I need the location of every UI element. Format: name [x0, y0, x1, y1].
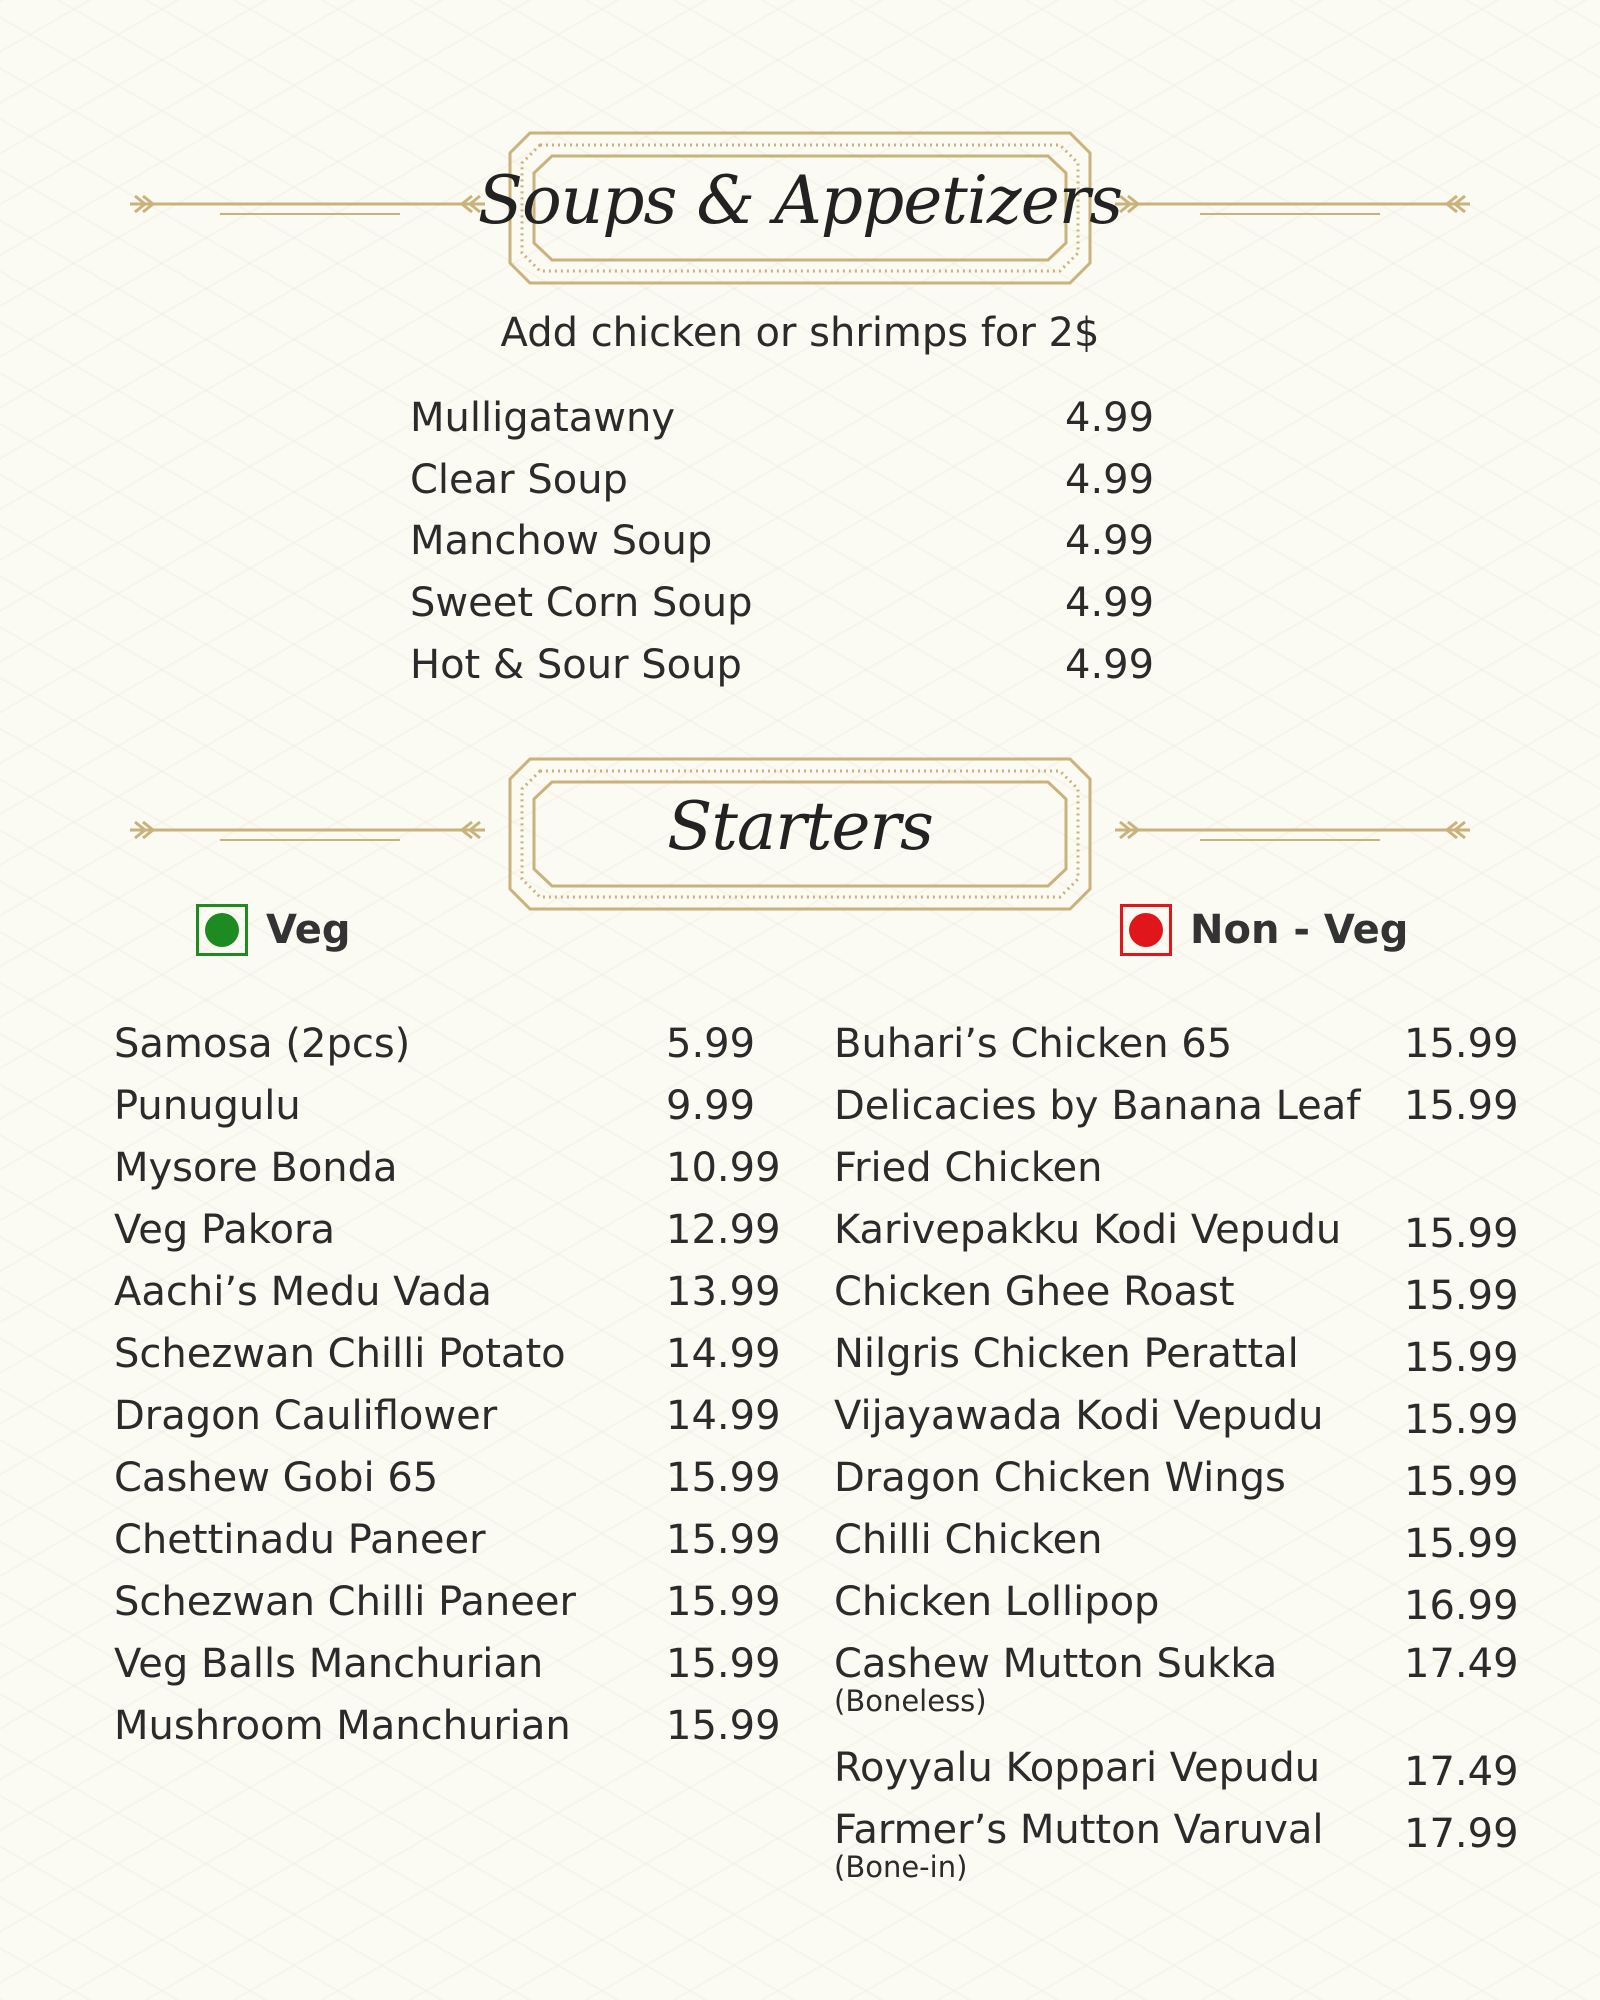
- menu-item-price: 5.99: [666, 1021, 756, 1067]
- menu-item-price: 15.99: [666, 1579, 781, 1625]
- menu-item-price: 13.99: [666, 1269, 781, 1315]
- menu-item-name: Dragon Chicken Wings: [834, 1455, 1286, 1501]
- menu-item-price: 15.99: [1404, 1211, 1519, 1257]
- menu-item-price: 15.99: [1404, 1521, 1519, 1567]
- menu-item-name: Veg Balls Manchurian: [114, 1641, 544, 1687]
- menu-item-price: 15.99: [1404, 1273, 1519, 1319]
- menu-item-price: 17.99: [1404, 1811, 1519, 1857]
- menu-item-name: Chettinadu Paneer: [114, 1517, 486, 1563]
- menu-item: [114, 1330, 781, 1378]
- menu-item-price: 15.99: [666, 1703, 781, 1749]
- menu-item-name: Nilgris Chicken Perattal: [834, 1331, 1299, 1377]
- menu-item-price: 15.99: [666, 1517, 781, 1563]
- menu-item-price: 15.99: [1404, 1335, 1519, 1381]
- menu-item-price: 4.99: [1065, 580, 1155, 626]
- menu-item-name: Buhari’s Chicken 65: [834, 1021, 1233, 1067]
- menu-item-name: Chicken Lollipop: [834, 1579, 1160, 1625]
- menu-item-name: Aachi’s Medu Vada: [114, 1269, 492, 1315]
- menu-item: [114, 1516, 781, 1564]
- menu-item-name: Cashew Gobi 65: [114, 1455, 439, 1501]
- menu-item-price: 15.99: [1404, 1397, 1519, 1443]
- menu-item-price: 4.99: [1065, 395, 1155, 441]
- menu-item-name: Schezwan Chilli Potato: [114, 1331, 566, 1377]
- menu-item: [410, 394, 1160, 442]
- menu-item-name: Mulligatawny: [410, 395, 676, 441]
- menu-item-price: 15.99: [1404, 1021, 1519, 1067]
- veg-indicator-icon: [196, 904, 248, 956]
- menu-item-price: 15.99: [666, 1455, 781, 1501]
- menu-item: [834, 1578, 1519, 1629]
- menu-item-name: Dragon Cauliflower: [114, 1393, 498, 1439]
- menu-item-price: 17.49: [1404, 1749, 1519, 1795]
- section-title-starters: Starters: [667, 788, 933, 865]
- menu-item: [114, 1640, 781, 1688]
- menu-item: [834, 1640, 1519, 1726]
- menu-item: [834, 1144, 1514, 1192]
- menu-item-price: 15.99: [1404, 1083, 1519, 1129]
- menu-item-price: 12.99: [666, 1207, 781, 1253]
- menu-item-name: Fried Chicken: [834, 1145, 1103, 1191]
- menu-item-name: Farmer’s Mutton Varuval: [834, 1807, 1324, 1853]
- menu-item: [834, 1392, 1519, 1443]
- menu-item-price: 14.99: [666, 1331, 781, 1377]
- menu-item-price: 4.99: [1065, 457, 1155, 503]
- legend-nonveg: [1120, 904, 1408, 956]
- menu-item: [410, 456, 1160, 504]
- menu-item-name: Chicken Ghee Roast: [834, 1269, 1235, 1315]
- menu-item-price: 9.99: [666, 1083, 756, 1129]
- menu-item-note: (Boneless): [834, 1684, 987, 1718]
- menu-item-price: 4.99: [1065, 518, 1155, 564]
- soups-banner: [0, 128, 1600, 288]
- menu-item-price: 17.49: [1404, 1641, 1519, 1687]
- menu-item-name: Punugulu: [114, 1083, 301, 1129]
- menu-item-price: 14.99: [666, 1393, 781, 1439]
- menu-item-note: (Bone-in): [834, 1850, 968, 1884]
- menu-item: [114, 1454, 781, 1502]
- menu-item: [410, 641, 1160, 689]
- soups-add-on-note: Add chicken or shrimps for 2$: [500, 310, 1100, 356]
- menu-item-name: Mushroom Manchurian: [114, 1703, 571, 1749]
- menu-item-name: Royyalu Koppari Vepudu: [834, 1745, 1321, 1791]
- menu-item-name: Schezwan Chilli Paneer: [114, 1579, 576, 1625]
- menu-item: [410, 579, 1160, 627]
- menu-item: [114, 1144, 781, 1192]
- menu-item: [114, 1020, 774, 1068]
- menu-item: [114, 1082, 774, 1130]
- menu-item-name: Karivepakku Kodi Vepudu: [834, 1207, 1342, 1253]
- menu-item: [114, 1206, 781, 1254]
- legend-veg: [196, 904, 351, 956]
- menu-item-price: 4.99: [1065, 642, 1155, 688]
- menu-item-name: Samosa (2pcs): [114, 1021, 411, 1067]
- menu-item: [834, 1454, 1519, 1505]
- menu-item: [114, 1268, 781, 1316]
- menu-item-name: Veg Pakora: [114, 1207, 335, 1253]
- starters-banner: [0, 754, 1600, 914]
- menu-item: [410, 517, 1160, 565]
- menu-item: [834, 1516, 1519, 1567]
- section-title-soups: Soups & Appetizers: [477, 162, 1123, 239]
- menu-item: [114, 1702, 781, 1750]
- legend-veg-label: Veg: [266, 907, 351, 953]
- legend-nonveg-label: Non - Veg: [1190, 907, 1409, 953]
- menu-item-name: Chilli Chicken: [834, 1517, 1103, 1563]
- menu-item-price: 15.99: [1404, 1459, 1519, 1505]
- menu-item-price: 10.99: [666, 1145, 781, 1191]
- menu-item-name: Cashew Mutton Sukka: [834, 1641, 1278, 1687]
- menu-item: [114, 1578, 781, 1626]
- menu-item: [834, 1330, 1519, 1381]
- menu-item-name: Delicacies by Banana Leaf: [834, 1083, 1361, 1129]
- menu-item: [114, 1392, 781, 1440]
- menu-item-price: 15.99: [666, 1641, 781, 1687]
- menu-item: [834, 1020, 1519, 1068]
- menu-item: [834, 1268, 1519, 1319]
- menu-item: [834, 1744, 1519, 1795]
- menu-item: [834, 1082, 1519, 1130]
- menu-item: [834, 1206, 1519, 1257]
- menu-item-price: 16.99: [1404, 1583, 1519, 1629]
- menu-item-name: Manchow Soup: [410, 518, 713, 564]
- menu-item-name: Vijayawada Kodi Vepudu: [834, 1393, 1324, 1439]
- menu-item-name: Hot & Sour Soup: [410, 642, 742, 688]
- menu-item: [834, 1806, 1519, 1892]
- menu-item-name: Sweet Corn Soup: [410, 580, 753, 626]
- menu-item-name: Clear Soup: [410, 457, 628, 503]
- menu-item-name: Mysore Bonda: [114, 1145, 398, 1191]
- nonveg-indicator-icon: [1120, 904, 1172, 956]
